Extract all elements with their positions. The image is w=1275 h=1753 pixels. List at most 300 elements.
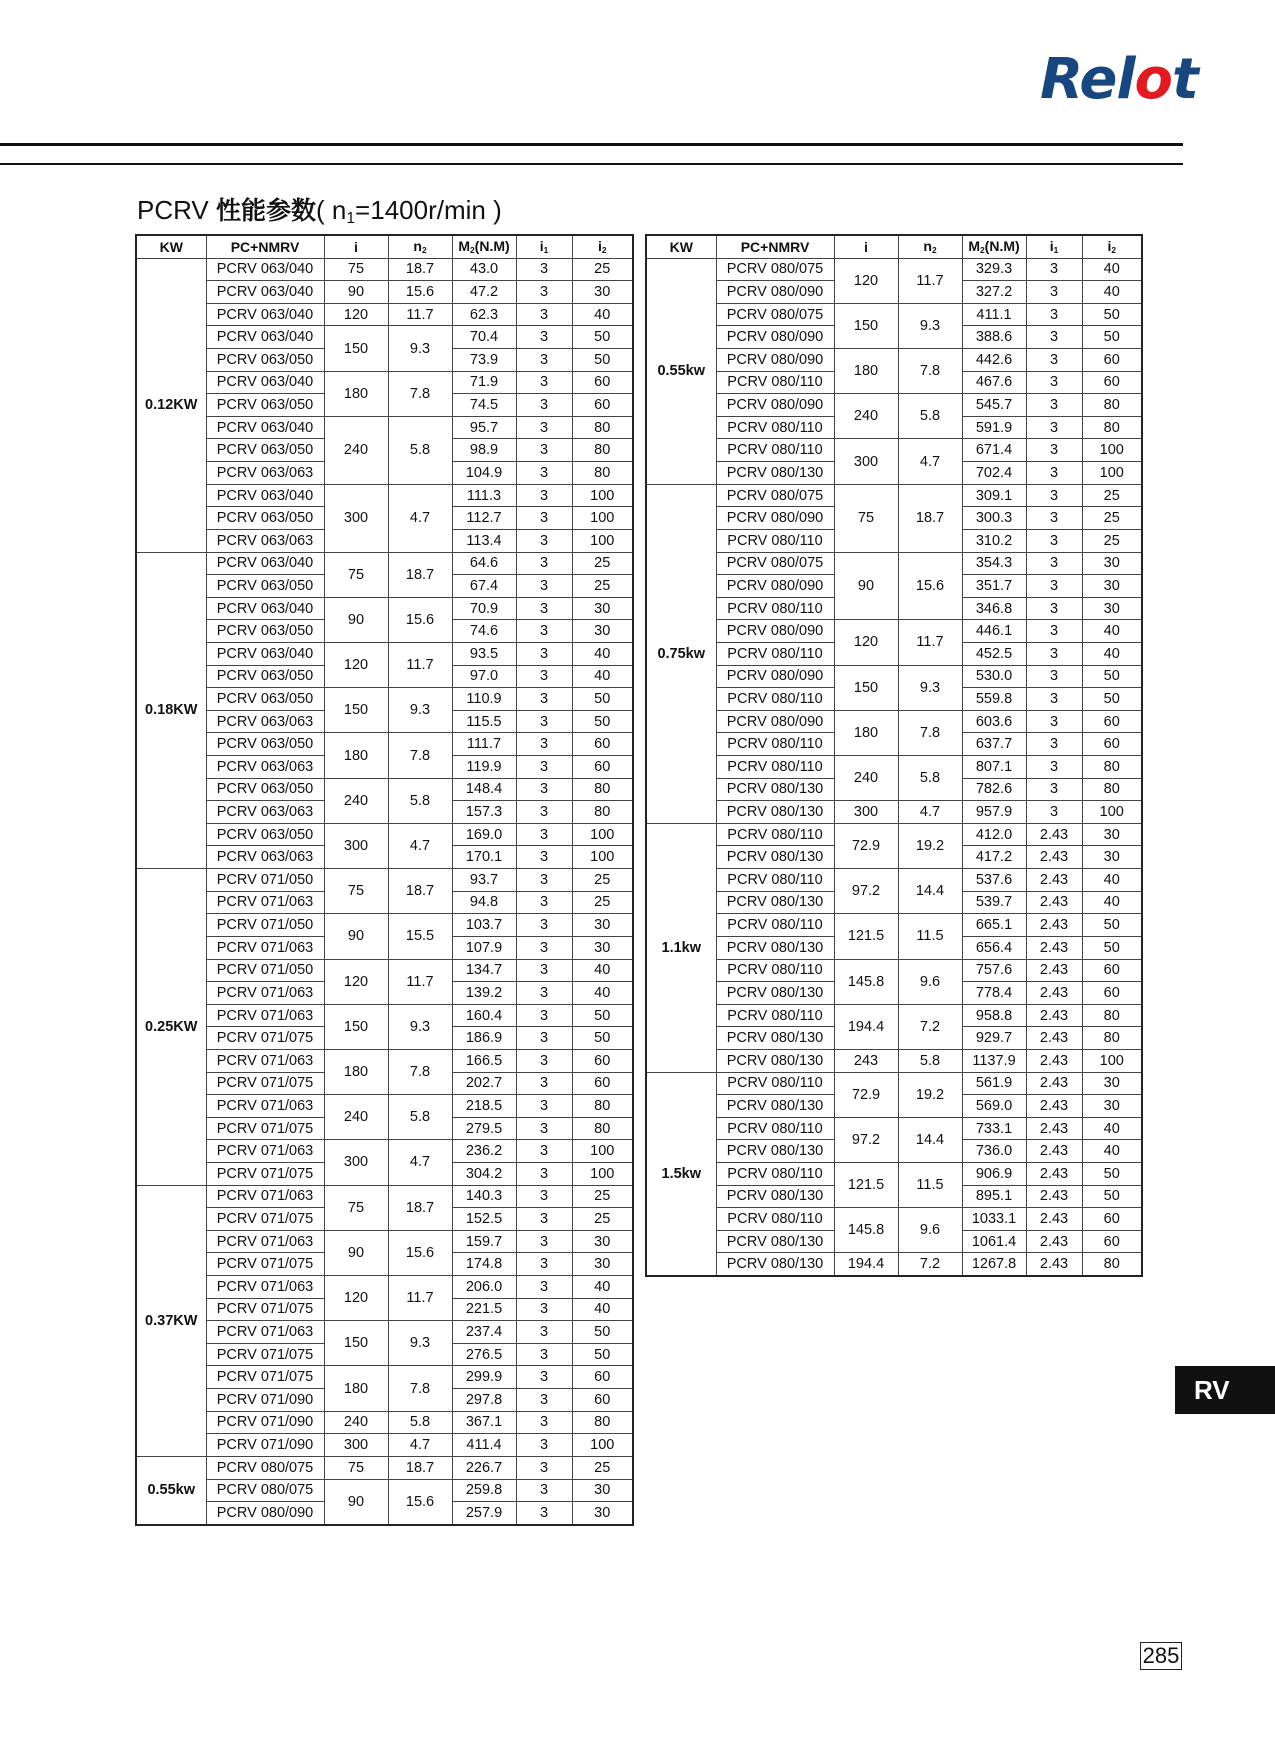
- ratio-i2-cell: 80: [1082, 1253, 1142, 1276]
- torque-cell: 561.9: [962, 1072, 1026, 1095]
- ratio-i1-cell: 3: [516, 710, 572, 733]
- page-title: [137, 193, 502, 227]
- ratio-i2-cell: 100: [572, 529, 633, 552]
- model-cell: PCRV 080/110: [716, 733, 834, 756]
- ratio-i2-cell: 40: [572, 1298, 633, 1321]
- ratio-i1-cell: 3: [516, 1389, 572, 1412]
- model-cell: PCRV 063/040: [206, 303, 324, 326]
- model-cell: PCRV 071/075: [206, 1162, 324, 1185]
- ratio-cell: 300: [324, 823, 388, 868]
- table-row: [136, 1049, 633, 1072]
- model-cell: PCRV 071/075: [206, 1117, 324, 1140]
- torque-cell: 637.7: [962, 733, 1026, 756]
- ratio-i1-cell: 3: [516, 1321, 572, 1344]
- ratio-i2-cell: 30: [1082, 1095, 1142, 1118]
- model-cell: PCRV 080/130: [716, 801, 834, 824]
- ratio-i1-cell: 3: [516, 439, 572, 462]
- model-cell: PCRV 080/130: [716, 936, 834, 959]
- ratio-i2-cell: 60: [1082, 982, 1142, 1005]
- ratio-cell: 90: [324, 1479, 388, 1525]
- col-header-m2: $M_2(N.M)$: [452, 235, 516, 258]
- torque-cell: 300.3: [962, 507, 1026, 530]
- ratio-i1-cell: 2.43: [1026, 982, 1082, 1005]
- table-row: [646, 710, 1142, 733]
- ratio-i2-cell: 60: [572, 1389, 633, 1412]
- output-speed-cell: 4.7: [388, 1140, 452, 1185]
- ratio-i1-cell: 3: [516, 1434, 572, 1457]
- table-row: [136, 1456, 633, 1479]
- table-row: [646, 869, 1142, 892]
- logo-text-start: Rel: [1040, 47, 1135, 112]
- section-tab-rv: RV: [1175, 1366, 1275, 1414]
- output-speed-cell: 7.2: [898, 1253, 962, 1276]
- ratio-i1-cell: 3: [516, 846, 572, 869]
- output-speed-cell: 11.5: [898, 914, 962, 959]
- ratio-i1-cell: 3: [516, 823, 572, 846]
- title-prefix: PCRV: [137, 195, 216, 225]
- col-header-i1: $i_1$: [1026, 235, 1082, 258]
- ratio-cell: 240: [324, 1411, 388, 1434]
- torque-cell: 603.6: [962, 710, 1026, 733]
- model-cell: PCRV 063/050: [206, 507, 324, 530]
- ratio-cell: 240: [834, 394, 898, 439]
- torque-cell: 417.2: [962, 846, 1026, 869]
- ratio-cell: 240: [324, 778, 388, 823]
- col-header-n2: $n_2$: [898, 235, 962, 258]
- ratio-cell: 121.5: [834, 914, 898, 959]
- output-speed-cell: 5.8: [898, 394, 962, 439]
- torque-cell: 148.4: [452, 778, 516, 801]
- ratio-i2-cell: 40: [1082, 620, 1142, 643]
- ratio-cell: 300: [324, 484, 388, 552]
- output-speed-cell: 18.7: [388, 258, 452, 281]
- torque-cell: 94.8: [452, 891, 516, 914]
- output-speed-cell: 5.8: [898, 756, 962, 801]
- ratio-i1-cell: 2.43: [1026, 891, 1082, 914]
- ratio-i2-cell: 80: [572, 778, 633, 801]
- torque-cell: 74.6: [452, 620, 516, 643]
- ratio-cell: 150: [834, 303, 898, 348]
- torque-cell: 157.3: [452, 801, 516, 824]
- model-cell: PCRV 080/130: [716, 1049, 834, 1072]
- ratio-i1-cell: 3: [1026, 575, 1082, 598]
- table-row: [136, 1095, 633, 1118]
- model-cell: PCRV 080/130: [716, 1253, 834, 1276]
- model-cell: PCRV 063/040: [206, 258, 324, 281]
- ratio-i2-cell: 40: [572, 982, 633, 1005]
- model-cell: PCRV 080/110: [716, 959, 834, 982]
- ratio-i2-cell: 80: [572, 416, 633, 439]
- ratio-cell: 180: [324, 733, 388, 778]
- ratio-cell: 120: [324, 959, 388, 1004]
- torque-cell: 43.0: [452, 258, 516, 281]
- model-cell: PCRV 063/040: [206, 597, 324, 620]
- torque-cell: 112.7: [452, 507, 516, 530]
- torque-cell: 329.3: [962, 258, 1026, 281]
- torque-cell: 226.7: [452, 1456, 516, 1479]
- ratio-i2-cell: 80: [1082, 394, 1142, 417]
- ratio-cell: 120: [324, 642, 388, 687]
- ratio-cell: 300: [324, 1434, 388, 1457]
- model-cell: PCRV 071/063: [206, 1321, 324, 1344]
- torque-cell: 411.4: [452, 1434, 516, 1457]
- logo-text-end: t: [1172, 47, 1198, 112]
- torque-cell: 895.1: [962, 1185, 1026, 1208]
- table-row: [136, 1479, 633, 1502]
- ratio-i2-cell: 100: [572, 846, 633, 869]
- ratio-i1-cell: 3: [516, 1095, 572, 1118]
- output-speed-cell: 7.8: [388, 1049, 452, 1094]
- header-rule-top: [0, 143, 1183, 146]
- torque-cell: 115.5: [452, 710, 516, 733]
- ratio-i2-cell: 30: [1082, 846, 1142, 869]
- ratio-i1-cell: 3: [516, 1162, 572, 1185]
- ratio-i1-cell: 3: [1026, 326, 1082, 349]
- table-row: [646, 349, 1142, 372]
- ratio-i2-cell: 80: [1082, 1004, 1142, 1027]
- table-row: [646, 1049, 1142, 1072]
- model-cell: PCRV 063/040: [206, 484, 324, 507]
- model-cell: PCRV 063/050: [206, 733, 324, 756]
- model-cell: PCRV 080/110: [716, 416, 834, 439]
- table-row: [136, 597, 633, 620]
- torque-cell: 702.4: [962, 462, 1026, 485]
- model-cell: PCRV 071/090: [206, 1389, 324, 1412]
- model-cell: PCRV 080/130: [716, 1027, 834, 1050]
- output-speed-cell: 9.3: [388, 688, 452, 733]
- ratio-i2-cell: 40: [572, 959, 633, 982]
- ratio-cell: 145.8: [834, 959, 898, 1004]
- ratio-i2-cell: 25: [1082, 529, 1142, 552]
- ratio-i2-cell: 100: [572, 1140, 633, 1163]
- torque-cell: 782.6: [962, 778, 1026, 801]
- model-cell: PCRV 071/090: [206, 1434, 324, 1457]
- torque-cell: 559.8: [962, 688, 1026, 711]
- title-rest: =1400r/min ): [355, 195, 502, 225]
- table-row: [136, 778, 633, 801]
- ratio-cell: 97.2: [834, 869, 898, 914]
- ratio-i2-cell: 25: [572, 552, 633, 575]
- ratio-i2-cell: 30: [572, 597, 633, 620]
- model-cell: PCRV 080/090: [716, 326, 834, 349]
- ratio-cell: 145.8: [834, 1208, 898, 1253]
- ratio-i2-cell: 50: [572, 1004, 633, 1027]
- model-cell: PCRV 063/063: [206, 846, 324, 869]
- ratio-i1-cell: 2.43: [1026, 1095, 1082, 1118]
- model-cell: PCRV 080/075: [206, 1456, 324, 1479]
- ratio-i1-cell: 2.43: [1026, 1049, 1082, 1072]
- ratio-i2-cell: 60: [572, 1366, 633, 1389]
- ratio-i2-cell: 50: [572, 1343, 633, 1366]
- ratio-i2-cell: 80: [572, 462, 633, 485]
- table-row: [136, 1321, 633, 1344]
- table-row: [136, 416, 633, 439]
- ratio-i1-cell: 3: [516, 575, 572, 598]
- ratio-i2-cell: 60: [572, 371, 633, 394]
- ratio-i2-cell: 100: [1082, 462, 1142, 485]
- ratio-i1-cell: 3: [516, 349, 572, 372]
- ratio-i1-cell: 3: [516, 1298, 572, 1321]
- torque-cell: 304.2: [452, 1162, 516, 1185]
- power-cell: 0.75kw: [646, 484, 716, 823]
- ratio-cell: 300: [834, 439, 898, 484]
- ratio-i1-cell: 2.43: [1026, 1253, 1082, 1276]
- ratio-i1-cell: 2.43: [1026, 1004, 1082, 1027]
- table-row: [646, 756, 1142, 779]
- model-cell: PCRV 071/063: [206, 1004, 324, 1027]
- ratio-i1-cell: 3: [516, 416, 572, 439]
- ratio-i1-cell: 3: [516, 1479, 572, 1502]
- ratio-i1-cell: 2.43: [1026, 846, 1082, 869]
- output-speed-cell: 5.8: [388, 1411, 452, 1434]
- model-cell: PCRV 063/050: [206, 823, 324, 846]
- model-cell: PCRV 063/040: [206, 371, 324, 394]
- ratio-i1-cell: 3: [516, 507, 572, 530]
- torque-cell: 327.2: [962, 281, 1026, 304]
- torque-cell: 237.4: [452, 1321, 516, 1344]
- ratio-i2-cell: 40: [1082, 1117, 1142, 1140]
- model-cell: PCRV 080/110: [716, 597, 834, 620]
- model-cell: PCRV 071/063: [206, 936, 324, 959]
- torque-cell: 74.5: [452, 394, 516, 417]
- ratio-i1-cell: 3: [1026, 529, 1082, 552]
- ratio-cell: 150: [324, 1004, 388, 1049]
- ratio-cell: 240: [834, 756, 898, 801]
- ratio-i2-cell: 50: [1082, 326, 1142, 349]
- model-cell: PCRV 063/050: [206, 349, 324, 372]
- ratio-i1-cell: 3: [516, 1004, 572, 1027]
- model-cell: PCRV 063/050: [206, 439, 324, 462]
- ratio-i1-cell: 3: [516, 484, 572, 507]
- output-speed-cell: 9.6: [898, 959, 962, 1004]
- ratio-i2-cell: 60: [1082, 1230, 1142, 1253]
- model-cell: PCRV 071/063: [206, 1276, 324, 1299]
- model-cell: PCRV 063/040: [206, 281, 324, 304]
- model-cell: PCRV 080/075: [716, 484, 834, 507]
- ratio-i2-cell: 25: [1082, 507, 1142, 530]
- ratio-i1-cell: 2.43: [1026, 914, 1082, 937]
- torque-cell: 111.7: [452, 733, 516, 756]
- ratio-i2-cell: 100: [1082, 801, 1142, 824]
- output-speed-cell: 5.8: [388, 416, 452, 484]
- torque-cell: 93.5: [452, 642, 516, 665]
- model-cell: PCRV 071/075: [206, 1298, 324, 1321]
- output-speed-cell: 9.3: [898, 303, 962, 348]
- model-cell: PCRV 080/090: [206, 1502, 324, 1525]
- ratio-i2-cell: 100: [572, 823, 633, 846]
- ratio-cell: 90: [834, 552, 898, 620]
- model-cell: PCRV 071/063: [206, 1230, 324, 1253]
- torque-cell: 276.5: [452, 1343, 516, 1366]
- ratio-i1-cell: 3: [516, 1208, 572, 1231]
- table-row: [136, 733, 633, 756]
- ratio-i1-cell: 3: [1026, 778, 1082, 801]
- torque-cell: 446.1: [962, 620, 1026, 643]
- output-speed-cell: 14.4: [898, 1117, 962, 1162]
- output-speed-cell: 4.7: [388, 1434, 452, 1457]
- ratio-i1-cell: 3: [516, 1117, 572, 1140]
- output-speed-cell: 4.7: [898, 801, 962, 824]
- output-speed-cell: 11.7: [388, 642, 452, 687]
- torque-cell: 778.4: [962, 982, 1026, 1005]
- torque-cell: 218.5: [452, 1095, 516, 1118]
- ratio-i1-cell: 3: [516, 552, 572, 575]
- ratio-i2-cell: 50: [1082, 914, 1142, 937]
- col-header-n2: $n_2$: [388, 235, 452, 258]
- ratio-i2-cell: 30: [1082, 823, 1142, 846]
- ratio-cell: 150: [834, 665, 898, 710]
- torque-cell: 310.2: [962, 529, 1026, 552]
- torque-cell: 309.1: [962, 484, 1026, 507]
- performance-table-left: [135, 234, 634, 1526]
- ratio-cell: 90: [324, 914, 388, 959]
- torque-cell: 73.9: [452, 349, 516, 372]
- ratio-i2-cell: 80: [572, 801, 633, 824]
- model-cell: PCRV 071/063: [206, 1049, 324, 1072]
- ratio-cell: 75: [324, 1185, 388, 1230]
- table-row: [136, 914, 633, 937]
- torque-cell: 259.8: [452, 1479, 516, 1502]
- model-cell: PCRV 080/090: [716, 281, 834, 304]
- output-speed-cell: 18.7: [388, 1456, 452, 1479]
- torque-cell: 221.5: [452, 1298, 516, 1321]
- model-cell: PCRV 063/063: [206, 529, 324, 552]
- model-cell: PCRV 080/130: [716, 846, 834, 869]
- ratio-i1-cell: 3: [516, 1049, 572, 1072]
- ratio-i2-cell: 25: [572, 891, 633, 914]
- model-cell: PCRV 080/090: [716, 665, 834, 688]
- model-cell: PCRV 080/075: [716, 258, 834, 281]
- ratio-i1-cell: 3: [1026, 507, 1082, 530]
- output-speed-cell: 7.8: [898, 349, 962, 394]
- output-speed-cell: 9.3: [388, 326, 452, 371]
- model-cell: PCRV 080/130: [716, 891, 834, 914]
- ratio-i1-cell: 2.43: [1026, 1027, 1082, 1050]
- torque-cell: 95.7: [452, 416, 516, 439]
- ratio-i2-cell: 25: [1082, 484, 1142, 507]
- ratio-i1-cell: 3: [1026, 258, 1082, 281]
- model-cell: PCRV 080/130: [716, 462, 834, 485]
- ratio-i1-cell: 3: [516, 462, 572, 485]
- ratio-cell: 120: [324, 1276, 388, 1321]
- output-speed-cell: 15.5: [388, 914, 452, 959]
- ratio-i1-cell: 3: [516, 959, 572, 982]
- model-cell: PCRV 071/075: [206, 1072, 324, 1095]
- ratio-i2-cell: 50: [572, 688, 633, 711]
- model-cell: PCRV 080/130: [716, 1230, 834, 1253]
- ratio-i2-cell: 60: [1082, 349, 1142, 372]
- output-speed-cell: 4.7: [388, 823, 452, 868]
- output-speed-cell: 7.2: [898, 1004, 962, 1049]
- ratio-i2-cell: 50: [572, 349, 633, 372]
- ratio-i2-cell: 50: [572, 1027, 633, 1050]
- output-speed-cell: 18.7: [898, 484, 962, 552]
- torque-cell: 152.5: [452, 1208, 516, 1231]
- ratio-i1-cell: 3: [516, 1140, 572, 1163]
- col-header-i2: $i_2$: [572, 235, 633, 258]
- torque-cell: 186.9: [452, 1027, 516, 1050]
- model-cell: PCRV 071/063: [206, 891, 324, 914]
- ratio-i2-cell: 40: [1082, 281, 1142, 304]
- torque-cell: 107.9: [452, 936, 516, 959]
- ratio-cell: 194.4: [834, 1253, 898, 1276]
- output-speed-cell: 5.8: [388, 778, 452, 823]
- ratio-i1-cell: 3: [516, 1027, 572, 1050]
- power-cell: 0.37KW: [136, 1185, 206, 1456]
- table-row: [136, 258, 633, 281]
- table-row: [646, 959, 1142, 982]
- output-speed-cell: 7.8: [388, 733, 452, 778]
- torque-cell: 70.9: [452, 597, 516, 620]
- ratio-i1-cell: 3: [516, 529, 572, 552]
- table-row: [646, 1253, 1142, 1276]
- model-cell: PCRV 080/110: [716, 823, 834, 846]
- ratio-i2-cell: 30: [572, 914, 633, 937]
- model-cell: PCRV 063/040: [206, 552, 324, 575]
- ratio-i2-cell: 40: [572, 665, 633, 688]
- ratio-cell: 180: [324, 371, 388, 416]
- model-cell: PCRV 080/090: [716, 394, 834, 417]
- ratio-i1-cell: 3: [516, 891, 572, 914]
- table-row: [136, 1434, 633, 1457]
- model-cell: PCRV 080/110: [716, 914, 834, 937]
- model-cell: PCRV 071/063: [206, 1185, 324, 1208]
- torque-cell: 545.7: [962, 394, 1026, 417]
- output-speed-cell: 4.7: [388, 484, 452, 552]
- torque-cell: 64.6: [452, 552, 516, 575]
- power-cell: 1.1kw: [646, 823, 716, 1072]
- ratio-cell: 72.9: [834, 823, 898, 868]
- torque-cell: 411.1: [962, 303, 1026, 326]
- col-header-i2: $i_2$: [1082, 235, 1142, 258]
- ratio-i2-cell: 30: [572, 620, 633, 643]
- model-cell: PCRV 071/063: [206, 982, 324, 1005]
- model-cell: PCRV 080/110: [716, 688, 834, 711]
- ratio-i1-cell: 3: [1026, 349, 1082, 372]
- table-row: [646, 303, 1142, 326]
- ratio-i2-cell: 50: [1082, 1185, 1142, 1208]
- col-header-i: i: [834, 235, 898, 258]
- table-row: [136, 303, 633, 326]
- table-row: [136, 371, 633, 394]
- model-cell: PCRV 071/075: [206, 1253, 324, 1276]
- output-speed-cell: 18.7: [388, 552, 452, 597]
- model-cell: PCRV 063/040: [206, 416, 324, 439]
- ratio-i2-cell: 30: [572, 1253, 633, 1276]
- model-cell: PCRV 080/090: [716, 710, 834, 733]
- ratio-i2-cell: 50: [572, 326, 633, 349]
- ratio-i2-cell: 100: [572, 507, 633, 530]
- model-cell: PCRV 080/110: [716, 439, 834, 462]
- model-cell: PCRV 071/050: [206, 959, 324, 982]
- ratio-i1-cell: 3: [1026, 552, 1082, 575]
- ratio-i2-cell: 50: [1082, 665, 1142, 688]
- output-speed-cell: 15.6: [388, 281, 452, 304]
- table-row: [136, 1411, 633, 1434]
- ratio-cell: 150: [324, 1321, 388, 1366]
- table-row: [136, 959, 633, 982]
- ratio-i2-cell: 30: [572, 281, 633, 304]
- ratio-i1-cell: 3: [1026, 597, 1082, 620]
- torque-cell: 93.7: [452, 869, 516, 892]
- col-header-model: PC+NMRV: [716, 235, 834, 258]
- ratio-cell: 75: [324, 1456, 388, 1479]
- torque-cell: 257.9: [452, 1502, 516, 1525]
- ratio-i2-cell: 40: [1082, 869, 1142, 892]
- ratio-i1-cell: 3: [1026, 665, 1082, 688]
- model-cell: PCRV 080/110: [716, 1004, 834, 1027]
- torque-cell: 388.6: [962, 326, 1026, 349]
